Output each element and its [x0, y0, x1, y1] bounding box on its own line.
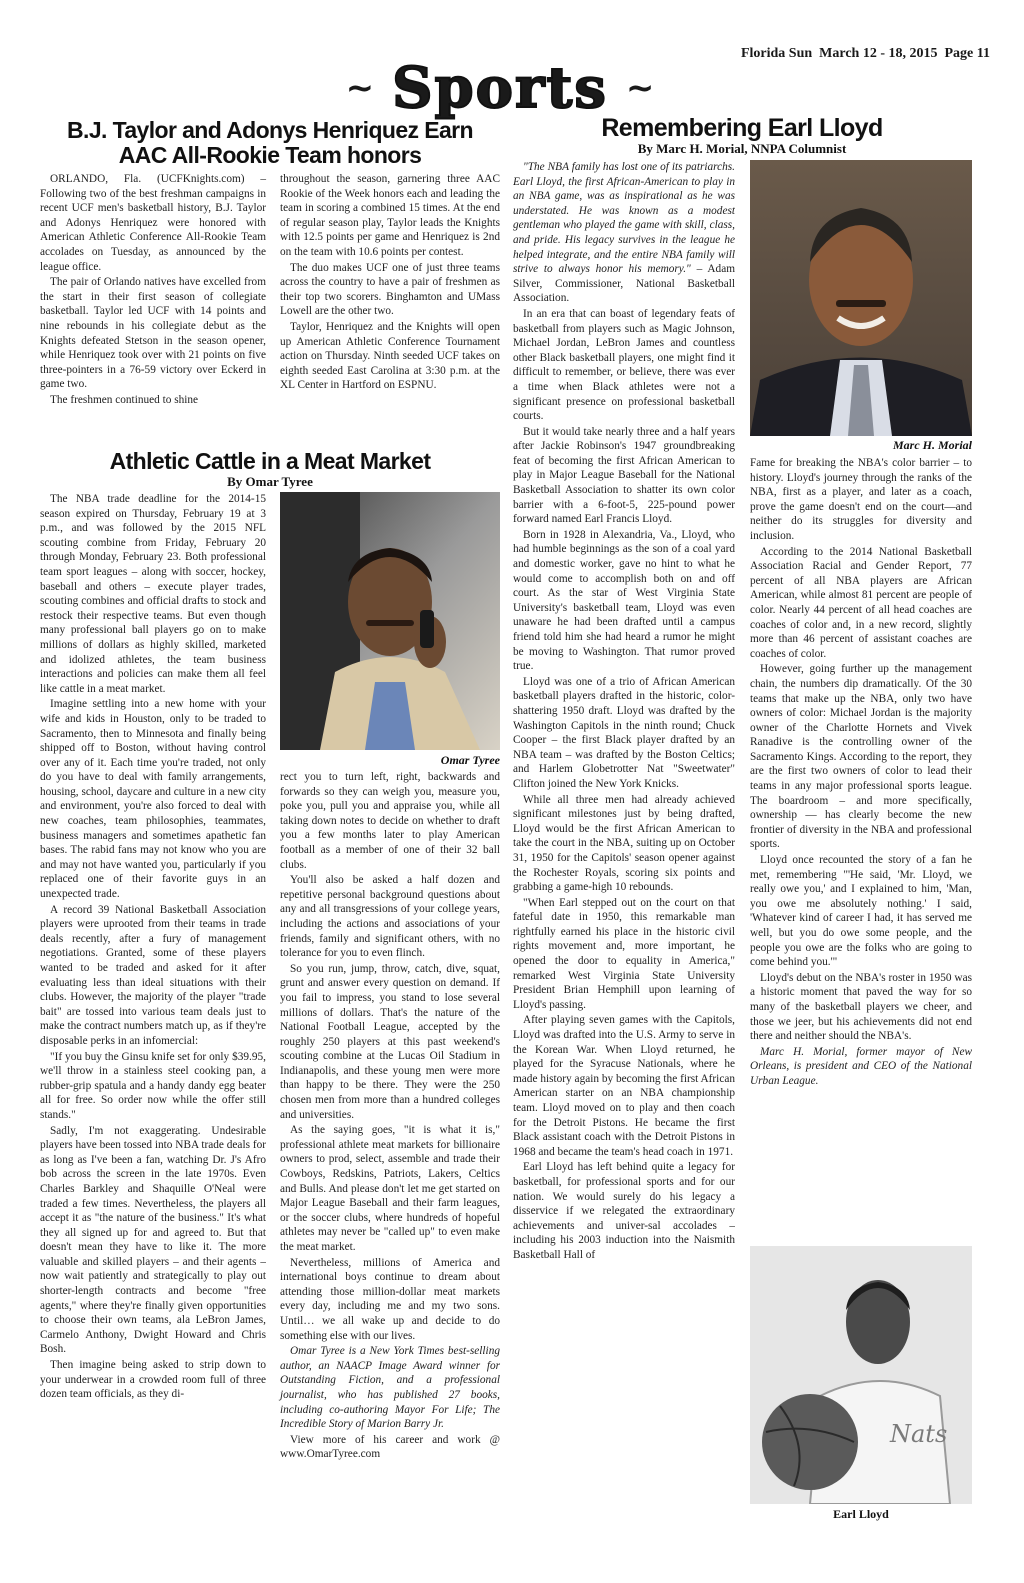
lloyd-quote-attribution: – Adam Silver, Commissioner, National Basketball Association. [513, 263, 735, 305]
lloyd-quote [513, 160, 735, 306]
taylor-col1-p2: The pair of Orlando natives have excelled from the start in their first season of collegiate basketball. Taylor led UCF with 14 points and nine rebounds in his collegiate debut as the Knights defeated Stetson in the season opener, while Henriquez took over with 21 points on five three-pointers in a 76-59 victory over Eckerd in game two. [40, 276, 266, 391]
cattle-col2-p3: So you run, jump, throw, catch, dive, squat, grunt and answer every question on demand. If you fail to impress, you stand to lose several millions of dollars. That's the nature of the National Football League, accepted by the roughly 250 players at this past weekend's scouting combine at the Lucas Oil Stadium in Indianapolis, and these young men were more than happy to be there. They were the 250 chosen men from more than a hundred colleges and universities. [280, 962, 500, 1121]
earl-lloyd-portrait [750, 1246, 972, 1504]
cattle-col2-p2: You'll also be asked a half dozen and repetitive personal background questions about any and all transgressions of your college years, including the actions and associations of your friends, family and significant others, with no tolerance for you to even flinch. [280, 874, 500, 960]
omar-tyree-portrait [280, 492, 500, 750]
taylor-col2-p3: Taylor, Henriquez and the Knights will open up American Athletic Conference Tournament action on Thursday. Ninth seeded UCF takes on eighth seeded East Carolina at 3:30 p.m. at the XL Center in Hartford on ESPNU. [280, 320, 500, 392]
cattle-col1-p2: Imagine settling into a new home with your wife and kids in Houston, only to be traded to Sacramento, then to Minnesota and finally being shipped off to Boston, without having control over any of it. Each time you're traded, not only do you have to deal with family arrangements, housing, school, daycare and culture in a new city and environment, you're also forced to deal with new coaches, team philosophies, teammates, business managers and sometimes apathetic fan bases. The rabid fans may not know who you are and may not have wanted you, particularly if you replaced one of their favorite guys in an unexpected trade. [40, 698, 266, 901]
taylor-col2-p1: throughout the season, garnering three AAC Rookie of the Week honors each and leading the team in scoring a combined 15 times. At the end of regular season play, Taylor leads the Knights with 12.5 points per game and Henriquez is 2nd on the team with 10.6 points per contest. [280, 173, 500, 258]
lloyd-col1-p5: While all three men had already achieved significant milestones just by being drafted, Lloyd would be the first African American to take the court in the NBA, suiting up on October 31, 1950 for the Capitols' season opener against the Rochester Royals, scoring six points and grabbing a game-high 10 rebounds. [513, 793, 735, 894]
lloyd-byline: By Marc H. Morial, NNPA Columnist [637, 141, 847, 156]
taylor-col2 [280, 172, 500, 394]
lloyd-col2-p1: Fame for breaking the NBA's color barrier – to history. Lloyd's journey through the ranks of the NBA, first as a player, and later as a coach, prove the game doesn't end on the court—and neither do its struggles for diversity and inclusion. [750, 457, 972, 542]
lloyd-col2-p4: Lloyd once recounted the story of a fan he met, remembering "'He said, 'Mr. Lloyd, we really owe you,' and I explained to him, 'Man, you owe me absolutely nothing.' I said, 'Whatever kind of career I had, it has served me well, but you do owe some people, and the people you owe are the folks who are going to come behind you.'" [750, 854, 972, 969]
taylor-headline-line1: B.J. Taylor and Adonys Henriquez Earn [67, 117, 473, 143]
cattle-col1-p1: The NBA trade deadline for the 2014-15 season expired on Thursday, February 19 at 3 p.m., and was followed by the 2015 NFL scouting combine from Friday, February 20 through Monday, February 23. Both professional team sport leagues – along with soccer, hockey, baseball and others – execute player trades, scouting combines and official drafts to stock and restock their respective teams. But even though many professional ball players go on to make millions of dollars as highly skilled, marketed and idolized athletes, the team business interactions and policies can make them all feel like cattle in a meat market. [40, 493, 266, 695]
cattle-col2 [280, 770, 500, 1463]
cattle-col2-p4: As the saying goes, "it is what it is," professional athlete meat markets for billionaire owners to prod, select, assemble and trade their Cowboys, Redskins, Patriots, Lakers, Celtics and Bulls. And please don't let me get started on Major League Baseball and their farm leagues, or the soccer clubs, where hundreds of hopeful athletes may never be "called up" to even make the meat market. [280, 1124, 500, 1253]
lloyd-col1-p6: "When Earl stepped out on the court on that fateful date in 1950, this remarkable man rightfully earned his place in the historic civil rights movement and, more important, he opened the door to equality in America," remarked West Virginia State University President Brian Hemphill upon learning of Lloyd's passing. [513, 896, 735, 1011]
cattle-col2-p5: Nevertheless, millions of America and international boys continue to dream about attending those million-dollar meat markets every day, including me and my two sons. Until… we all wake up and decide to do something else with our lives. [280, 1256, 500, 1342]
cattle-col2-p1: rect you to turn left, right, backwards and forwards so they can weigh you, measure you, poke you, pull you and appraise you, while all taking down notes to decide on whether to draft you a few months later to play American football as a member of one of their 32 ball clubs. [280, 771, 500, 871]
lloyd-col1-p3: Born in 1928 in Alexandria, Va., Lloyd, who had humble beginnings as the son of a coal yard and domestic worker, gave no hint to what he would come to accomplish both on and off court. As the star of West Virginia State University's basketball team, Lloyd was even unaware he had been drafted until a campus friend told him she had heard a rumor he might be moving to Washington. That rumor proved true. [513, 528, 735, 673]
paper-info: Florida Sun March 12 - 18, 2015 Page 11 [740, 46, 990, 61]
cattle-col1-p6: Then imagine being asked to strip down to your underwear in a crowded room full of three dozen team officials, as they di- [40, 1359, 266, 1401]
taylor-col1-p1: ORLANDO, Fla. (UCFKnights.com) – Following two of the best freshman campaigns in recent UCF men's basketball history, B.J. Taylor and Adonys Henriquez were honored with American Athletic Conference All-Rookie Team accolades on Tuesday, as announced by the league office. [40, 173, 266, 273]
cattle-byline: By Omar Tyree [227, 474, 313, 489]
cattle-headline: Athletic Cattle in a Meat Market [109, 448, 431, 474]
cattle-col1-p5: Sadly, I'm not exaggerating. Undesirable players have been tossed into NBA trade deals for as long as I've been a fan, watching Dr. J's Afro bob across the screen in the late 1970s. Even Charles Barkley and Shaquille O'Neal were traded a few times. Nevertheless, the players all accept it as "the nature of the business." It's what they all signed up for and agreed to. But that doesn't mean they have to like it. The more valuable and skilled players – and their agents – now wait patiently and strategically to play out shorter-length contracts and become "free agents," where they're finally given opportunities to choose their own teams, ala LeBron James, Carmelo Anthony, Dwight Howard and Chris Bosh. [40, 1124, 266, 1356]
section-title: Sports [392, 55, 608, 121]
taylor-headline [40, 118, 500, 168]
lloyd-quote-text: "The NBA family has lost one of its patriarchs. Earl Lloyd, the first African-American to play in an NBA game, was as inspirational as he was understated. He was known as a modest gentleman who played the game with skill, class, and pride. His legacy survives in the league he helped integrate, and the entire NBA family will strive to always honor his memory." [513, 161, 735, 276]
cattle-web: View more of his career and work @ www.OmarTyree.com [280, 1433, 500, 1461]
lloyd-bio: Marc H. Morial, former mayor of New Orleans, is president and CEO of the National Urban League. [750, 1045, 972, 1087]
earl-lloyd-caption: Earl Lloyd [833, 1507, 889, 1521]
lloyd-col1-p2: But it would take nearly three and a half years after Jackie Robinson's 1947 groundbreaking feat of becoming the first African American to play in Major League Baseball for the National Basketball Association to shatter its own color barrier with a 6-foot-5, 225-pound power forward named Earl Francis Lloyd. [513, 425, 735, 526]
cattle-bio: Omar Tyree is a New York Times best-selling author, an NAACP Image Award winner for Outstanding Fiction, and a professional journalist, who has published 27 books, including co-authoring Mayor For Life; The Incredible Story of Marion Barry Jr. [280, 1345, 500, 1431]
omar-tyree-caption: Omar Tyree [440, 753, 500, 767]
tilde-left: ~ [345, 68, 375, 108]
lloyd-col1-p4: Lloyd was one of a trio of African American basketball players drafted in the historic, color-shattering 1950 draft. Lloyd was drafted by the Washington Capitols in the ninth round; Chuck Cooper – the first Black player drafted by an NBA team – was drafted by the Boston Celtics; and Harlem Globetrotter Nat "Sweetwater" Clifton joined the New York Knicks. [513, 675, 735, 790]
lloyd-col2-p2: According to the 2014 National Basketball Association Racial and Gender Report, 77 percent of all NBA players are African American, while almost 81 percent are people of color. Nearly 44 percent of all head coaches are coaches of color and, in a new record, slightly more than 46 percent of assistant coaches are coaches of color. [750, 545, 972, 660]
lloyd-col2-p3: However, going further up the management chain, the numbers dip dramatically. Of the 30 teams that make up the NBA, only two have owners of color: Michael Jordan is the majority owner of the Charlotte Hornets and Vivek Ranadive is the controlling owner of the Sacramento Kings. According to the report, they are the first two owners of color to lead their teams in any major professional sports league. The boardroom – and more specifically, ownership — has clearly become the new frontier of diversity in the NBA and professional sports. [750, 663, 972, 851]
omar-tyree-photo [280, 492, 500, 750]
cattle-col1 [40, 492, 266, 1552]
taylor-col1-p3: The freshmen continued to shine [50, 393, 199, 406]
marc-morial-photo [750, 160, 972, 436]
section-header [240, 55, 760, 121]
lloyd-headline: Remembering Earl Lloyd [601, 114, 883, 142]
earl-lloyd-photo [750, 1246, 972, 1504]
lloyd-col1-p1: In an era that can boast of legendary feats of basketball from players such as Magic Johnson, Michael Jordan, LeBron James and countless other Black basketball players, one might find it difficult to remember, or believe, there was ever a time when Black athletes were not a significant presence on professional basketball courts. [513, 307, 735, 423]
lloyd-col2-p5: Lloyd's debut on the NBA's roster in 1950 was a historic moment that paved the way for so many of the basketball players we cheer, and those we jeer, but his achievements did not end there and neither should the NBA's. [750, 971, 972, 1043]
svg-text:Nats: Nats [890, 1420, 948, 1448]
taylor-headline-line2: AAC All-Rookie Team honors [118, 142, 422, 168]
lloyd-col1-p7: After playing seven games with the Capitols, Lloyd was drafted into the U.S. Army to serve in the Korean War. When Lloyd returned, he played for the Syracuse Nationals, where he made history again by becoming the first African American starter on an NBA championship team. Lloyd moved on to play and then coach for the Detroit Pistons. He became the first Black assistant coach with the Detroit Pistons in 1968 and became the team's head coach in 1971. [513, 1014, 735, 1158]
tilde-right: ~ [625, 68, 655, 108]
taylor-col2-p2: The duo makes UCF one of just three teams across the country to have a pair of freshmen as their top two scorers. Binghamton and UMass Lowell are the other two. [280, 261, 500, 318]
lloyd-col1-p8: Earl Lloyd has left behind quite a legacy for basketball, for professional sports and for our nation. We would surely do his legacy a disservice if we relegated the extraordinary achievements and univer-sal accolades – including his 2003 induction into the Naismith Basketball Hall of [513, 1161, 735, 1261]
marc-morial-portrait [750, 160, 972, 436]
lloyd-col1 [513, 160, 735, 1552]
marc-morial-caption: Marc H. Morial [892, 438, 972, 452]
cattle-col1-p3: A record 39 National Basketball Association players were uprooted from their teams in trade deals recently, after a fury of management negotiations. Granted, some of these players wanted to be traded and asked for it after evaluating less than ideal situations with their clubs. However, the majority of the player "trade bait" are tossed into various team deals just to make the contract numbers match up, as if they're disposable perks in an infomercial: [40, 903, 266, 1047]
taylor-col1 [40, 172, 266, 409]
cattle-col1-p4: "If you buy the Ginsu knife set for only $39.95, we'll throw in a stainless steel cooking pan, a rubber-grip spatula and a handy dandy egg beater all for free. So order now while the offer still stands." [40, 1050, 266, 1121]
lloyd-col2 [750, 456, 972, 1090]
